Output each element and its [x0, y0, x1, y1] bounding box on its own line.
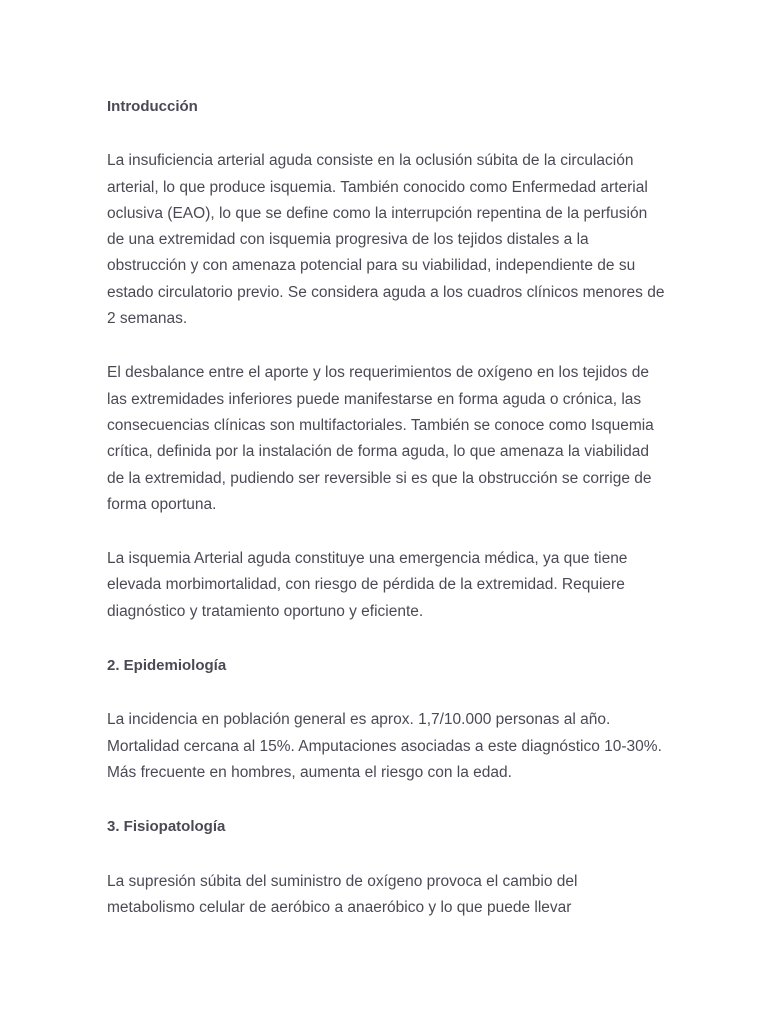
paragraph-intro-1: La insuficiencia arterial aguda consiste en la oclusión súbita de la circulación arterial, lo que produce isquemia. También conocido como Enfermedad arterial oclusiva (EAO), lo que se define como la interrupción repentina de la perfusión de una extremidad con isquemia progresiva de los tejidos distales a la obstrucción y con amenaza potencial para su viabilidad, independiente de su estado circulatorio previo. Se considera aguda a los cuadros clínicos menores de 2 semanas.: [107, 152, 665, 328]
section-heading-introduction: Introducción: [107, 98, 198, 115]
section-heading-pathophysiology: 3. Fisiopatología: [107, 818, 226, 836]
paragraph-intro-2: El desbalance entre el aporte y los requerimientos de oxígeno en los tejidos de las extremidades inferiores puede manifestarse en forma aguda o crónica, las consecuencias clínicas son multifactoriales. También se conoce como Isquemia crítica, definida por la instalación de forma aguda, lo que amenaza la viabilidad de la extremidad, pudiendo ser reversible si es que la obstrucción se corrige de forma oportuna.: [107, 364, 654, 513]
document-body: [107, 94, 667, 949]
paragraph-epidemiology-1: La incidencia en población general es aprox. 1,7/10.000 personas al año. Mortalidad cercana al 15%. Amputaciones asociadas a este diagnóstico 10-30%. Más frecuente en hombres, aumenta el riesgo con la edad.: [107, 711, 662, 781]
paragraph-intro-3: La isquemia Arterial aguda constituye una emergencia médica, ya que tiene elevada morbimortalidad, con riesgo de pérdida de la extremidad. Requiere diagnóstico y tratamiento oportuno y eficiente.: [107, 550, 628, 620]
section-heading-epidemiology: 2. Epidemiología: [107, 657, 227, 675]
paragraph-pathophysiology-1: La supresión súbita del suministro de oxígeno provoca el cambio del metabolismo celular de aeróbico a anaeróbico y lo que puede llevar: [107, 872, 578, 916]
